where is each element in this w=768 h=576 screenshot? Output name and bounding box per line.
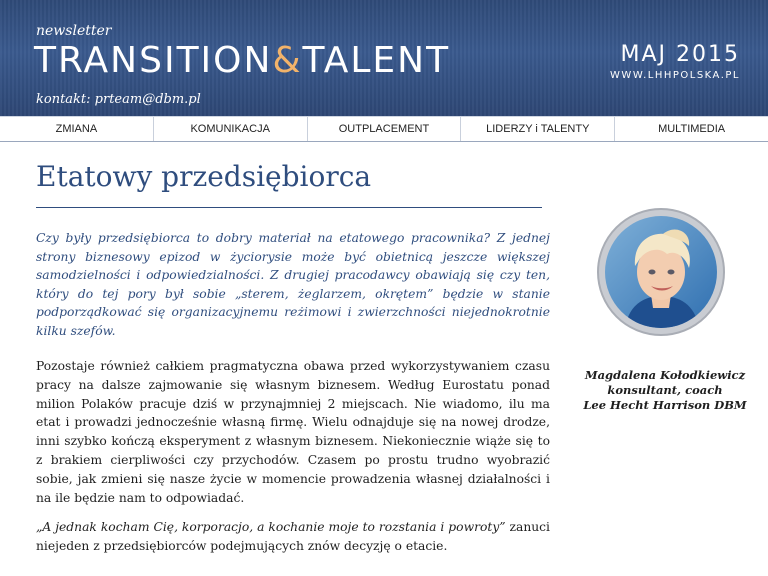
author-photo (597, 208, 725, 336)
nav-item-zmiana[interactable]: ZMIANA (0, 117, 154, 141)
title-part-transition: TRANSITION (34, 40, 273, 81)
article-title: Etatowy przedsiębiorca (36, 160, 372, 193)
contact-email[interactable]: kontakt: prteam@dbm.pl (36, 92, 201, 107)
article-body: Pozostaje również całkiem pragmatyczna obawa przed wykorzystywaniem czasu pracy na dalsze zajmowanie się własnym biznesem. Według Eurostatu ponad milion Polaków pracuje dziś w przynajmniej 2 miejscach. Nie wiadomo, ilu ma etat i prowadzi jednocześnie własną firmę. Wielu odnajduje się na nowej drodze, inni szybko kończą eksperyment z własnym biznesem. Niekoniecznie wiąże się to z brakiem cierpliwości czy przychodów. Czasem po prostu trudno wyobrazić sobie, jak zmieni się nasze życie w momencie prowadzenia własnej działalności i na ile będzie nam to odpowiadać. (36, 359, 550, 505)
article-closing (36, 518, 550, 556)
author-portrait-image (605, 216, 717, 328)
nav-item-liderzy-i-talenty[interactable]: LIDERZY i TALENTY (461, 117, 615, 141)
newsletter-label: newsletter (36, 23, 112, 39)
song-quote: „A jednak kocham Cię, korporacjo, a kochanie moje to rozstania i powroty” (36, 520, 506, 534)
title-ampersand: & (272, 40, 303, 81)
website-link[interactable]: WWW.LHHPOLSKA.PL (610, 70, 740, 81)
masthead-banner (0, 0, 768, 116)
issue-date: MAJ 2015 (620, 42, 740, 67)
title-part-talent: TALENT (302, 40, 451, 81)
nav-item-outplacement[interactable]: OUTPLACEMENT (308, 117, 462, 141)
author-role: konsultant, coach (607, 383, 723, 397)
closing-text: zanuci niejeden z przedsiębiorców podejmujących znów decyzję o etacie. (36, 520, 550, 553)
nav-item-multimedia[interactable]: MULTIMEDIA (658, 123, 726, 135)
newsletter-title (34, 40, 450, 81)
nav-item-komunikacja[interactable]: KOMUNIKACJA (154, 117, 308, 141)
author-name: Magdalena Kołodkiewicz (584, 368, 746, 382)
section-nav (0, 116, 768, 142)
article-lead: Czy były przedsiębiorca to dobry materiał na etatowego pracownika? Z jednej strony biznesowy epizod w życiorysie może być obietnicą jeszcze większej samodzielności i odpowiedzialności. Z drugiej pracodawcy obawiają się czy ten, który do tej pory był sobie „sterem, żeglarzem, okrętem” będzie w stanie podporządkować się organizacyjnemu reżimowi i zwierzchności niejednokrotnie kilku szefów. (36, 231, 550, 338)
author-caption (575, 368, 755, 413)
title-divider (36, 207, 542, 208)
author-company: Lee Hecht Harrison DBM (583, 398, 747, 412)
